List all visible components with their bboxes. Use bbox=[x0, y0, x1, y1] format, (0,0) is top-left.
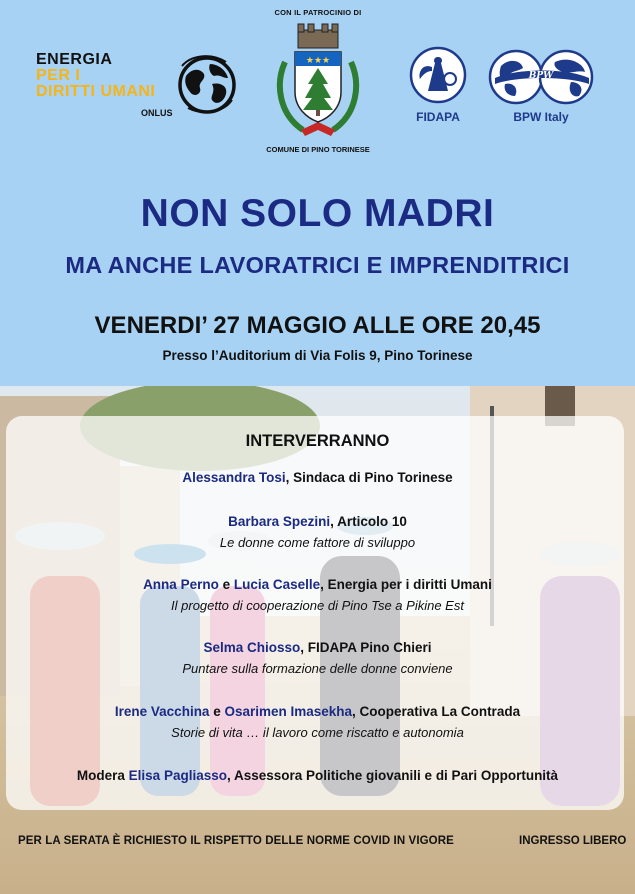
speaker-2 bbox=[0, 514, 635, 529]
speaker-joiner: e bbox=[209, 704, 225, 719]
bpw-mark: BPW bbox=[528, 71, 554, 81]
moderator-role: , Assessora Politiche giovanili e di Pari Opportunità bbox=[226, 768, 559, 783]
free-entry-notice: INGRESSO LIBERO bbox=[519, 835, 627, 847]
speaker-role: , Cooperativa La Contrada bbox=[352, 704, 521, 719]
speaker-role: , FIDAPA Pino Chieri bbox=[300, 640, 432, 655]
speaker-name: Selma Chiosso bbox=[203, 640, 301, 655]
speaker-name: Irene Vacchina bbox=[114, 704, 210, 719]
speaker-name: Barbara Spezini bbox=[228, 514, 331, 529]
speakers-heading: INTERVERRANNO bbox=[245, 432, 390, 450]
moderator-line bbox=[0, 768, 635, 783]
speaker-name: Alessandra Tosi bbox=[182, 470, 286, 485]
municipality-name: COMUNE DI PINO TORINESE bbox=[266, 145, 370, 154]
event-title: NON SOLO MADRI bbox=[140, 192, 495, 235]
globe-icon bbox=[176, 54, 238, 116]
speaker-name: Lucia Caselle bbox=[233, 577, 321, 592]
event-subtitle: MA ANCHE LAVORATRICI E IMPRENDITRICI bbox=[65, 252, 570, 278]
header bbox=[0, 0, 635, 160]
covid-notice: PER LA SERATA È RICHIESTO IL RISPETTO DELLE NORME COVID IN VIGORE bbox=[18, 835, 454, 847]
moderator-name: Elisa Pagliasso bbox=[128, 768, 227, 783]
logo-line-3: DIRITTI UMANI bbox=[36, 83, 156, 100]
bpw-label: BPW Italy bbox=[513, 110, 569, 124]
speaker-1 bbox=[0, 470, 635, 485]
speaker-name: Osarimen Imasekha bbox=[224, 704, 353, 719]
fidapa-label: FIDAPA bbox=[416, 110, 460, 124]
speaker-name: Anna Perno bbox=[143, 577, 219, 592]
energia-diritti-umani-logo bbox=[36, 52, 241, 122]
patronage-block bbox=[265, 8, 371, 158]
speaker-4-topic: Puntare sulla formazione delle donne conviene bbox=[182, 661, 453, 676]
speaker-joiner: e bbox=[218, 577, 234, 592]
speaker-role: , Energia per i diritti Umani bbox=[320, 577, 492, 592]
speaker-role: , Articolo 10 bbox=[330, 514, 407, 529]
speaker-role: , Sindaca di Pino Torinese bbox=[285, 470, 453, 485]
event-date: VENERDI’ 27 MAGGIO ALLE ORE 20,45 bbox=[94, 312, 541, 339]
logo-line-1: ENERGIA bbox=[36, 51, 113, 68]
municipal-crest-icon bbox=[273, 22, 363, 144]
svg-text:★★★: ★★★ bbox=[305, 56, 331, 66]
speaker-5 bbox=[0, 704, 635, 719]
speaker-5-topic: Storie di vita … il lavoro come riscatto e autonomia bbox=[171, 725, 464, 740]
speaker-3 bbox=[0, 577, 635, 592]
logo-onlus: ONLUS bbox=[141, 108, 173, 118]
patronage-caption: CON IL PATROCINIO DI bbox=[274, 8, 362, 17]
speaker-3-topic: Il progetto di cooperazione di Pino Tse a Pikine Est bbox=[171, 598, 464, 613]
moderator-prefix: Modera bbox=[76, 768, 129, 783]
bpw-logo-icon bbox=[487, 48, 595, 106]
speaker-2-topic: Le donne come fattore di sviluppo bbox=[219, 535, 416, 550]
event-venue: Presso l’Auditorium di Via Folis 9, Pino Torinese bbox=[162, 348, 473, 363]
logo-line-2: PER I bbox=[36, 67, 81, 84]
speaker-4 bbox=[0, 640, 635, 655]
fidapa-logo-icon bbox=[408, 45, 468, 105]
